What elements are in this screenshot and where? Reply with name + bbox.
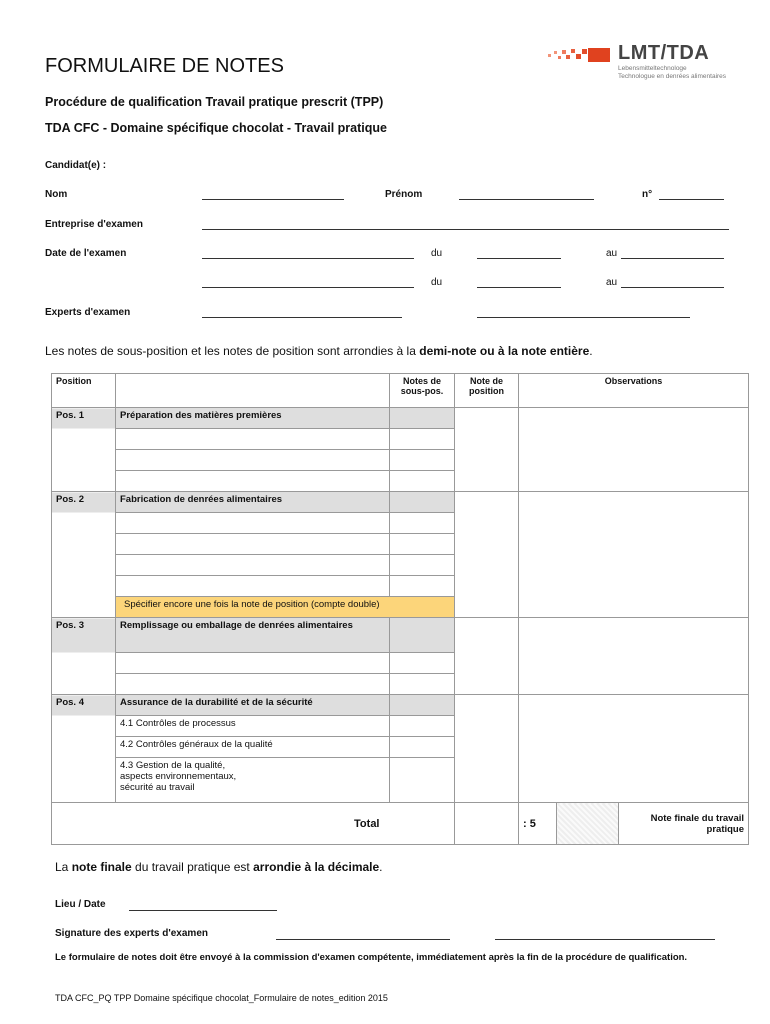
prenom-field[interactable]	[459, 199, 594, 200]
subtitle-procedure: Procédure de qualification Travail pratique prescrit (TPP)	[45, 95, 384, 109]
logo	[548, 42, 748, 86]
pos1-subnote-header	[390, 408, 455, 429]
pos1-sub-row[interactable]	[116, 450, 390, 471]
pos4-label: Pos. 4	[52, 695, 116, 803]
pos4-item: 4.3 Gestion de la qualité, aspects environnementaux, sécurité au travail	[116, 758, 390, 803]
grades-table	[51, 373, 749, 845]
signature-field-1[interactable]	[276, 939, 450, 940]
pos4-sub-note[interactable]	[390, 737, 455, 758]
page-title: FORMULAIRE DE NOTES	[45, 55, 284, 77]
du-label-1: du	[431, 248, 443, 259]
du-field-2[interactable]	[477, 287, 561, 288]
pos3-subnote-header	[390, 618, 455, 653]
pos2-sub-note[interactable]	[390, 576, 455, 597]
pos1-sub-note[interactable]	[390, 429, 455, 450]
entreprise-label: Entreprise d'examen	[45, 219, 143, 230]
pos4-item: 4.2 Contrôles généraux de la qualité	[116, 737, 390, 758]
pos3-label: Pos. 3	[52, 618, 116, 695]
pos2-sub-row[interactable]	[116, 513, 390, 534]
expert-field-2[interactable]	[477, 317, 690, 318]
pos4-sub-note[interactable]	[390, 758, 455, 803]
subtitle-domain: TDA CFC - Domaine spécifique chocolat - Travail pratique	[45, 121, 387, 135]
du-label-2: du	[431, 277, 443, 288]
final-note-label: Note finale du travail pratique	[619, 803, 749, 845]
pos4-title: Assurance de la durabilité et de la sécurité	[116, 695, 390, 716]
pos4-subnote-header	[390, 695, 455, 716]
pos1-sub-note[interactable]	[390, 471, 455, 492]
date-label: Date de l'examen	[45, 248, 127, 259]
pos2-sub-row[interactable]	[116, 534, 390, 555]
pos1-note[interactable]	[455, 408, 519, 492]
expert-field-1[interactable]	[202, 317, 402, 318]
pos2-note[interactable]	[455, 492, 519, 618]
au-label-1: au	[606, 248, 618, 259]
pos3-observations[interactable]	[519, 618, 749, 695]
pos4-item: 4.1 Contrôles de processus	[116, 716, 390, 737]
date-field-2[interactable]	[202, 287, 414, 288]
pos4-observations[interactable]	[519, 695, 749, 803]
experts-label: Experts d'examen	[45, 307, 131, 318]
logo-line1: Lebensmitteltechnologe	[618, 65, 687, 72]
pos2-highlight: Spécifier encore une fois la note de position (compte double)	[116, 597, 455, 618]
final-note-value[interactable]	[557, 803, 619, 845]
instruction-text: Le formulaire de notes doit être envoyé à la commission d'examen compétente, immédiatement après la fin de la procédure de qualification.	[55, 952, 688, 963]
pos1-observations[interactable]	[519, 408, 749, 492]
final-rounding-note: La note finale du travail pratique est arrondie à la décimale.	[55, 860, 383, 874]
pos1-sub-row[interactable]	[116, 471, 390, 492]
pos4-note[interactable]	[455, 695, 519, 803]
pos3-title: Remplissage ou emballage de denrées alimentaires	[116, 618, 390, 653]
pos2-observations[interactable]	[519, 492, 749, 618]
header-pos-note: Note de position	[455, 374, 519, 408]
lieu-date-field[interactable]	[129, 910, 277, 911]
au-field-2[interactable]	[621, 287, 724, 288]
pos2-sub-note[interactable]	[390, 513, 455, 534]
header-position: Position	[52, 374, 116, 408]
du-field-1[interactable]	[477, 258, 561, 259]
entreprise-field[interactable]	[202, 229, 729, 230]
au-field-1[interactable]	[621, 258, 724, 259]
rounding-note: Les notes de sous-position et les notes de position sont arrondies à la demi-note ou à la note entière.	[45, 344, 593, 358]
pos4-sub-note[interactable]	[390, 716, 455, 737]
pos2-sub-note[interactable]	[390, 534, 455, 555]
pos1-label: Pos. 1	[52, 408, 116, 492]
prenom-label: Prénom	[385, 189, 423, 200]
pos3-note[interactable]	[455, 618, 519, 695]
header-sub-notes: Notes de sous-pos.	[390, 374, 455, 408]
logo-line2: Technologue en denrées alimentaires	[618, 73, 727, 80]
signature-field-2[interactable]	[495, 939, 715, 940]
pos1-title: Préparation des matières premières	[116, 408, 390, 429]
nom-label: Nom	[45, 189, 68, 200]
pos2-subnote-header	[390, 492, 455, 513]
pos2-sub-note[interactable]	[390, 555, 455, 576]
header-observations: Observations	[519, 374, 749, 408]
nom-field[interactable]	[202, 199, 344, 200]
total-label: Total	[52, 803, 390, 845]
logo-name: LMT/TDA	[618, 42, 710, 64]
total-value[interactable]	[455, 803, 519, 845]
total-sub	[390, 803, 455, 845]
pos1-sub-row[interactable]	[116, 429, 390, 450]
pos2-label: Pos. 2	[52, 492, 116, 618]
numero-field[interactable]	[659, 199, 724, 200]
pos3-sub-note[interactable]	[390, 674, 455, 695]
numero-label: n°	[642, 189, 653, 200]
pos2-sub-row[interactable]	[116, 576, 390, 597]
total-divisor: : 5	[519, 803, 557, 845]
lieu-date-label: Lieu / Date	[55, 899, 106, 910]
footer: TDA CFC_PQ TPP Domaine spécifique chocolat_Formulaire de notes_edition 2015	[55, 993, 388, 1003]
signature-label: Signature des experts d'examen	[55, 928, 208, 939]
pos3-sub-note[interactable]	[390, 653, 455, 674]
pos2-sub-row[interactable]	[116, 555, 390, 576]
logo-pixels-icon	[548, 46, 614, 66]
pos3-sub-row[interactable]	[116, 653, 390, 674]
date-field-1[interactable]	[202, 258, 414, 259]
pos3-sub-row[interactable]	[116, 674, 390, 695]
au-label-2: au	[606, 277, 618, 288]
pos2-title: Fabrication de denrées alimentaires	[116, 492, 390, 513]
candidat-label: Candidat(e) :	[45, 160, 107, 171]
header-blank	[116, 374, 390, 408]
pos1-sub-note[interactable]	[390, 450, 455, 471]
